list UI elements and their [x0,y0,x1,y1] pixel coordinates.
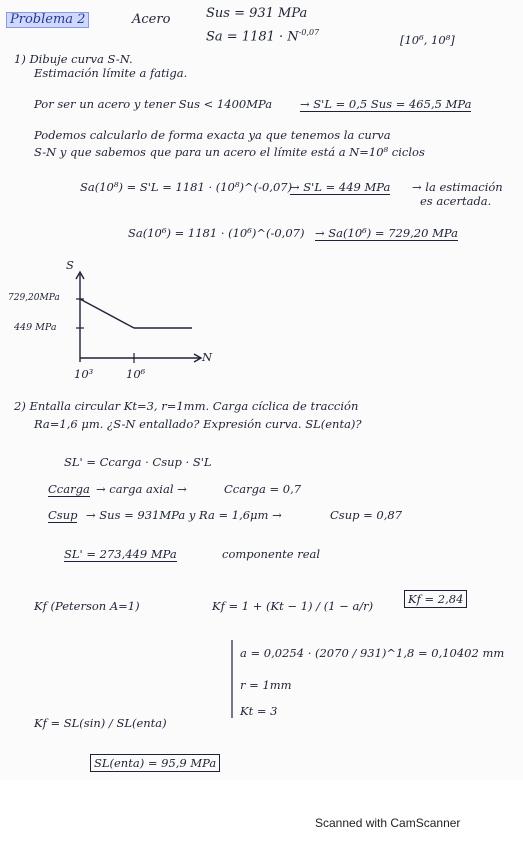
range-note: [10⁶, 10⁸] [400,33,455,47]
part1-line1: Por ser un acero y tener Sus < 1400MPa [34,97,273,111]
part1-note-b: es acertada. [420,194,492,208]
csup-value: Csup = 0,87 [330,508,403,522]
part1-result2: → S'L = 449 MPa [290,180,391,194]
ccarga-text: → carga axial → [96,482,187,496]
kf-label: Kf (Peterson A=1) [34,599,140,613]
part1-line3: S-N y que sabemos que para un acero el límite está a N=10⁸ ciclos [34,145,425,159]
graph-x-tick-2: 10⁶ [126,367,146,381]
graph-y-tick-lower: 449 MPa [14,322,57,333]
csup-label: Csup [48,508,78,522]
sn-curve-sloped [80,299,134,328]
sa-formula-base: Sa = 1181 · N [206,29,299,45]
part1-heading: 1) Dibuje curva S-N. [14,52,133,66]
scanner-footer [0,780,523,848]
part2-line2: Ra=1,6 μm. ¿S-N entallado? Expresión curva. SL(enta)? [34,417,362,431]
part2-line1: 2) Entalla circular Kt=3, r=1mm. Carga cíclica de tracción [14,399,359,413]
kf-result: Kf = 2,84 [404,590,467,608]
part1-calc1: Sa(10⁸) = S'L = 1181 · (10⁸)^(-0,07) [80,180,293,194]
graph-x-label: N [202,350,213,364]
problem-title: Problema 2 [6,12,89,28]
csup-text: → Sus = 931MPa y Ra = 1,6μm → [86,508,282,522]
graph-y-tick-upper: 729,20MPa [8,293,60,303]
graph-y-label: S [66,258,74,272]
kt-value: Kt = 3 [240,704,278,718]
part1-line2: Podemos calcularlo de forma exacta ya que tenemos la curva [34,128,391,142]
kf-definition: Kf = SL(sin) / SL(enta) [34,716,167,730]
scanner-watermark: Scanned with CamScanner [315,816,461,830]
r-value: r = 1mm [240,678,292,692]
a-calc: a = 0,0254 · (2070 / 931)^1,8 = 0,10402 mm [240,646,505,660]
ccarga-value: Ccarga = 0,7 [224,482,302,496]
graph-x-tick-1: 10³ [74,367,94,381]
ccarga-label: Ccarga [48,482,90,496]
part1-note-a: → la estimación [412,180,503,194]
sut-value: Sus = 931 MPa [206,6,308,21]
part1-result1: → S'L = 0,5 Sus = 465,5 MPa [300,97,472,111]
kf-formula: Kf = 1 + (Kt − 1) / (1 − a/r) [212,599,374,613]
part1-subheading: Estimación límite a fatiga. [34,66,188,80]
final-result: SL(enta) = 95,9 MPa [90,754,220,772]
sl-result: SL' = 273,449 MPa [64,547,177,561]
part1-calc2: Sa(10⁶) = 1181 · (10⁶)^(-0,07) [128,226,305,240]
sa-formula-exponent: -0,07 [298,28,320,37]
part2-eq1: SL' = Ccarga · Csup · S'L [64,455,212,469]
sl-note: componente real [222,547,321,561]
part1-result3: → Sa(10⁶) = 729,20 MPa [315,226,458,240]
material-label: Acero [132,12,171,27]
